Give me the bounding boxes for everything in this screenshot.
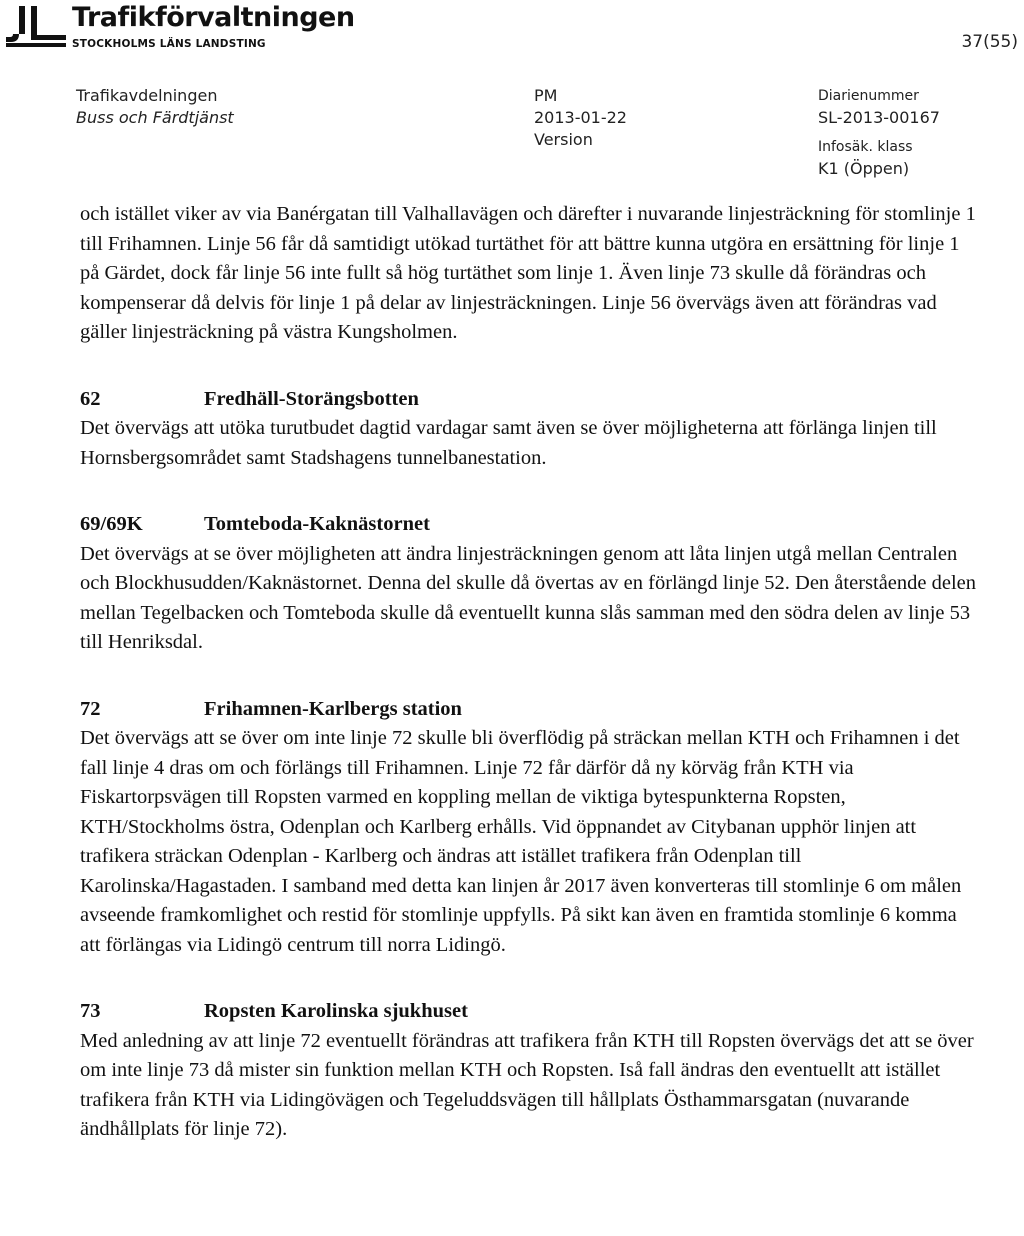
organization-subtitle: STOCKHOLMS LÄNS LANDSTING (72, 38, 266, 50)
section-line-73 (80, 997, 980, 1145)
unit: Buss och Färdtjänst (76, 108, 234, 127)
department: Trafikavdelningen (76, 86, 218, 105)
diarienummer-block (818, 85, 940, 129)
page-number: 37(55) (961, 32, 1018, 52)
section-heading (80, 997, 980, 1027)
line-title: Frihamnen-Karlbergs station (204, 697, 462, 720)
classification-label: Infosäk. klass (818, 139, 913, 155)
section-body: Med anledning av att linje 72 eventuellt förändras att trafikera från KTH till Ropsten övervägs det att se över om inte linje 73 då mister sin funktion mellan KTH och Ropsten. Iså fall ändras den eventuellt att istället trafikera från KTH via Lidingövägen och Tegeluddsvägen till hållplats Östhammarsgatan (nuvarande ändhållplats för linje 72). (80, 1029, 974, 1140)
document-type: PM (534, 86, 558, 105)
section-line-72 (80, 695, 980, 961)
section-heading (80, 385, 980, 415)
section-heading (80, 510, 980, 540)
line-title: Tomteboda-Kaknästornet (204, 513, 430, 535)
document-body (80, 200, 980, 1145)
section-body: Det övervägs at se över möjligheten att ändra linjesträckningen genom att låta linjen utgå mellan Centralen och Blockhusudden/Kaknästornet. Denna del skulle då övertas av en förlängd linje 52. Den återstående delen mellan Tegelbacken och Tomteboda skulle då eventuellt kunna slås samman med den södra delen av linje 53 till Henriksdal. (80, 542, 977, 653)
section-heading (80, 695, 980, 725)
organization-name: Trafikförvaltningen (72, 2, 355, 33)
diarienummer-label: Diarienummer (818, 88, 919, 104)
line-number: 73 (80, 1000, 101, 1022)
line-title: Fredhäll-Storängsbotten (204, 387, 419, 410)
section-line-62 (80, 385, 980, 474)
section-line-69 (80, 510, 980, 658)
line-number: 72 (80, 697, 101, 720)
department-block (76, 85, 234, 129)
document-type-block (534, 85, 627, 151)
intro-paragraph: och istället viker av via Banérgatan till Valhallavägen och därefter i nuvarande linjesträckning för stomlinje 1 till Frihamnen. Linje 56 får då samtidigt utökad turtäthet för att bättre kunna utgöra en ersättning för linje 1 på Gärdet, dock får linje 56 inte fullt så hög turtäthet som linje 1. Även linje 73 skulle då förändras och kompenserar då delvis för linje 1 på delar av linjesträckningen. Linje 56 övervägs även att förändras vad gäller linjesträckning på västra Kungsholmen. (80, 203, 976, 343)
classification-value: K1 (Öppen) (818, 159, 910, 178)
section-body: Det övervägs att utöka turutbudet dagtid vardagar samt även se över möjligheterna att förlänga linjen till Hornsbergsområdet samt Stadshagens tunnelbanestation. (80, 417, 937, 469)
classification-block (818, 136, 913, 180)
line-title: Ropsten Karolinska sjukhuset (204, 1000, 468, 1022)
version-label: Version (534, 130, 593, 149)
line-number: 62 (80, 387, 101, 410)
document-date: 2013-01-22 (534, 108, 627, 127)
section-body: Det övervägs att se över om inte linje 72 skulle bli överflödig på sträckan mellan KTH och Frihamnen i det fall linje 4 dras om och förlängs till Frihamnen. Linje 72 får därför då ny körväg från KTH via Fiskartorpsvägen till Ropsten varmed en koppling mellan de viktiga bytespunkterna Ropsten, KTH/Stockholms östra, Odenplan och Karlberg erhålls. Vid öppnandet av Citybanan upphör linjen att trafikera sträckan Odenplan - Karlberg och ändras att istället trafikera från Odenplan till Karolinska/Hagastaden. I samband med detta kan linjen år 2017 även konverteras till stomlinje 6 om målen avseende framkomlighet och restid för stomlinje uppfylls. På sikt kan även en framtida stomlinje 6 komma att förlängas via Lidingö centrum till norra Lidingö. (80, 727, 962, 956)
trafikforvaltningen-logo-icon (6, 4, 66, 48)
line-number: 69/69K (80, 513, 143, 535)
diarienummer-value: SL-2013-00167 (818, 108, 940, 127)
